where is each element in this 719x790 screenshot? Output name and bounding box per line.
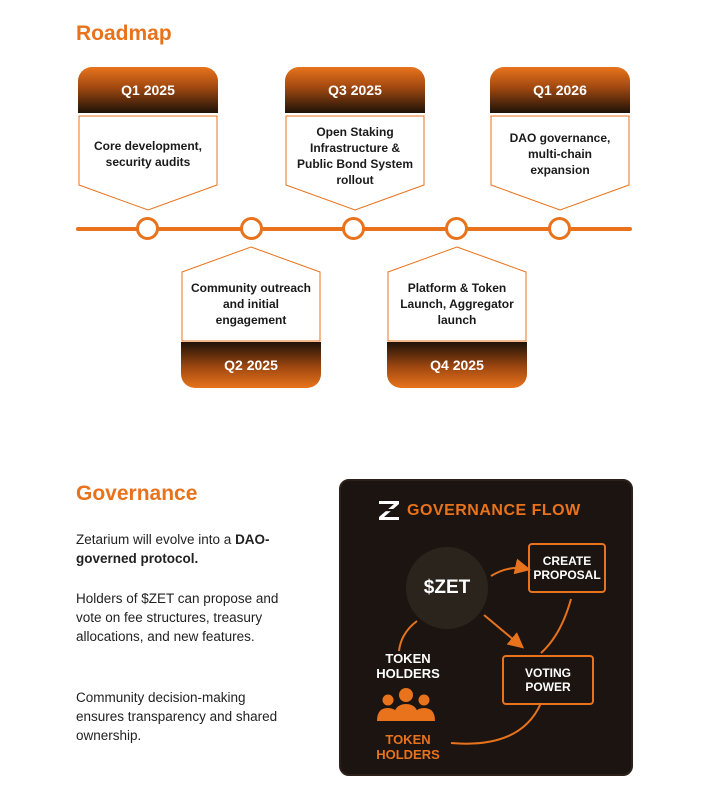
- governance-paragraph-3: Community decision-making ensures transparency and shared ownership.: [76, 690, 278, 743]
- milestone-text: Core development, security audits: [93, 139, 203, 169]
- milestone-text: DAO governance, multi-chain expansion: [509, 131, 611, 177]
- token-holders-label-orange: TOKEN HOLDERS: [376, 732, 440, 762]
- people-group-icon: [375, 687, 437, 723]
- quarter-tab-q1-2025: Q1 2025: [78, 67, 218, 113]
- milestone-card-q2-2025: [181, 246, 321, 342]
- milestone-card-q1-2026: [490, 115, 630, 211]
- timeline-node-q4-2025: [445, 217, 468, 240]
- quarter-tab-q4-2025: Q4 2025: [387, 342, 527, 388]
- milestone-text: Platform & Token Launch, Aggregator launch: [400, 281, 514, 327]
- timeline-node-q3-2025: [342, 217, 365, 240]
- governance-flow-title: GOVERNANCE FLOW: [407, 502, 581, 519]
- zet-token-circle: $ZET: [406, 547, 488, 629]
- governance-intro: [76, 530, 306, 568]
- governance-flow-panel: [339, 479, 633, 776]
- timeline-node-q1-2025: [136, 217, 159, 240]
- create-proposal-box: CREATE PROPOSAL: [528, 543, 606, 593]
- timeline-node-q1-2026: [548, 217, 571, 240]
- governance-intro-prefix: Zetarium will evolve into a: [76, 532, 236, 547]
- flow-arrows: [341, 481, 631, 774]
- milestone-card-q4-2025: [387, 246, 527, 342]
- quarter-tab-q1-2026: Q1 2026: [490, 67, 630, 113]
- roadmap-title: Roadmap: [76, 22, 172, 45]
- milestone-card-q1-2025: [78, 115, 218, 211]
- token-holders-label: TOKEN HOLDERS: [376, 651, 440, 681]
- quarter-tab-q2-2025: Q2 2025: [181, 342, 321, 388]
- timeline-node-q2-2025: [240, 217, 263, 240]
- quarter-tab-q3-2025: Q3 2025: [285, 67, 425, 113]
- milestone-card-q3-2025: [285, 115, 425, 211]
- milestone-text: Community outreach and initial engagement: [190, 281, 311, 327]
- voting-power-box: VOTING POWER: [502, 655, 594, 705]
- governance-paragraph-2: Holders of $ZET can propose and vote on fee structures, treasury allocations, and new features.: [76, 591, 279, 644]
- milestone-text: Open Staking Infrastructure & Public Bond System rollout: [296, 125, 414, 187]
- governance-intro-bold: DAO-governed protocol.: [76, 532, 270, 566]
- governance-title: Governance: [76, 482, 198, 505]
